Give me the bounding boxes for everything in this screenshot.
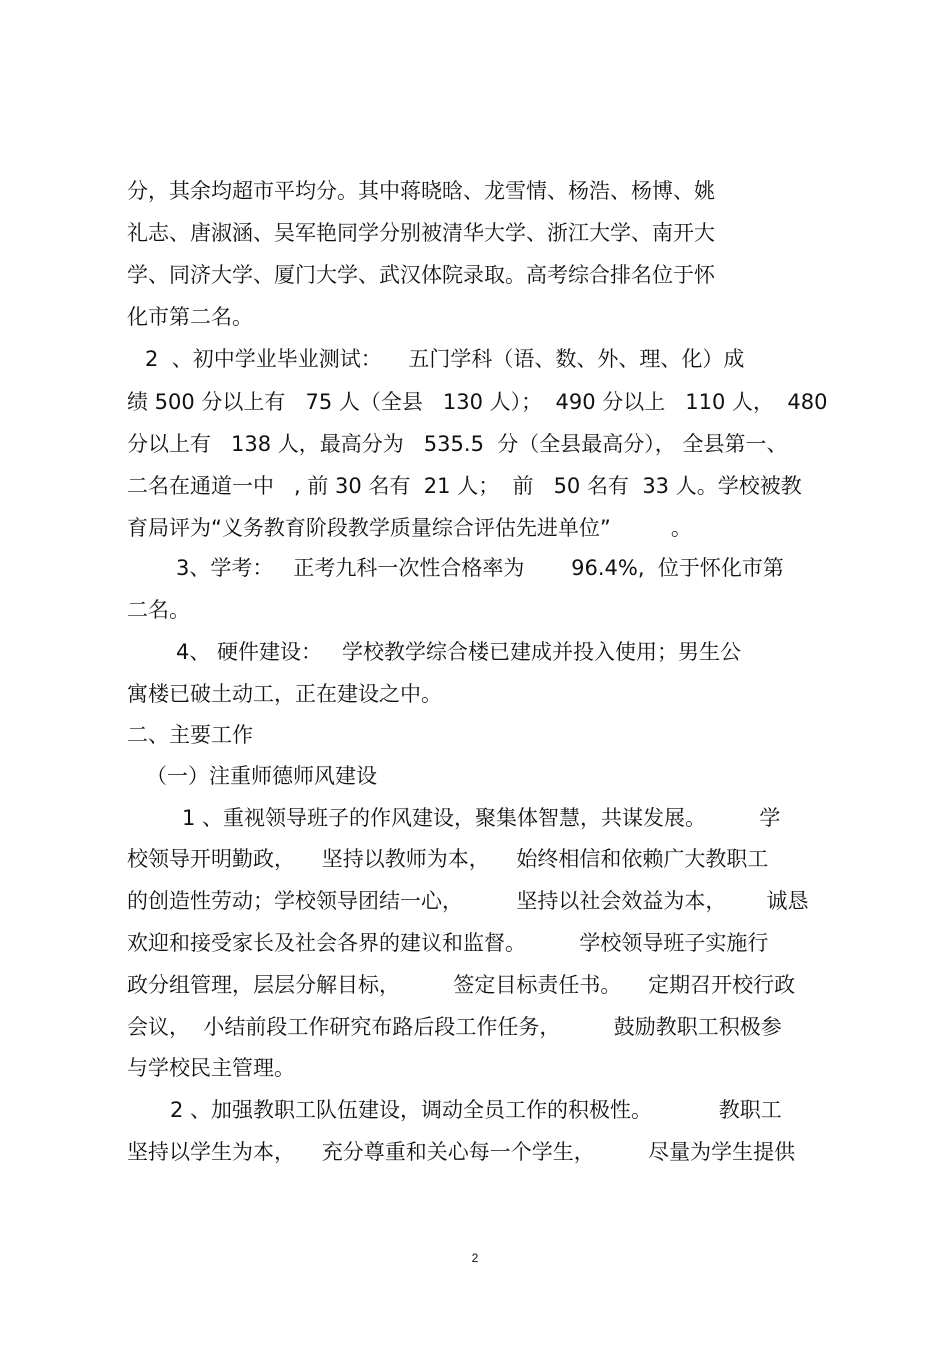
text-line: 分以上有 138 人，最高分为 535.5 分（全县最高分）， 全县第一、 xyxy=(127,432,788,456)
text-line: 2 、加强教职工队伍建设，调动全员工作的积极性。 教职工 xyxy=(170,1098,782,1122)
text-line: 寓楼已破土动工，正在建设之中。 xyxy=(127,682,442,706)
text-line: 2 、初中学业毕业测试： 五门学科（语、数、外、理、化）成 xyxy=(145,347,745,371)
text-line: 学、同济大学、厦门大学、武汉体院录取。高考综合排名位于怀 xyxy=(127,263,715,287)
text-line: 化市第二名。 xyxy=(127,305,253,329)
text-line: 的创造性劳动；学校领导团结一心， 坚持以社会效益为本， 诚恳 xyxy=(127,889,809,913)
text-line: 礼志、唐淑涵、吴军艳同学分别被清华大学、浙江大学、南开大 xyxy=(127,221,715,245)
text-line: 与学校民主管理。 xyxy=(127,1056,295,1080)
text-line: 欢迎和接受家长及社会各界的建议和监督。 学校领导班子实施行 xyxy=(127,931,769,955)
text-line: 二名在通道一中 , 前 30 名有 21 人； 前 50 名有 33 人。学校被教 xyxy=(127,474,802,498)
text-line: 校领导开明勤政， 坚持以教师为本， 始终相信和依赖广大教职工 xyxy=(127,847,769,871)
page-number: 2 xyxy=(471,1251,479,1265)
text-line: 育局评为“义务教育阶段教学质量综合评估先进单位” 。 xyxy=(127,516,692,540)
text-line: 绩 500 分以上有 75 人（全县 130 人）； 490 分以上 110 人， 480 xyxy=(127,390,828,414)
text-line: 1 、重视领导班子的作风建设，聚集体智慧，共谋发展。 学 xyxy=(182,806,781,830)
section-heading: 二、主要工作 xyxy=(127,723,253,747)
text-line: 分，其余均超市平均分。其中蒋晓晗、龙雪情、杨浩、杨博、姚 xyxy=(127,179,715,203)
text-line: 二名。 xyxy=(127,598,190,622)
text-line: 政分组管理，层层分解目标， 签定目标责任书。 定期召开校行政 xyxy=(127,973,796,997)
text-line: 4、 硬件建设： 学校教学综合楼已建成并投入使用；男生公 xyxy=(176,640,742,664)
subsection-heading: （一）注重师德师风建设 xyxy=(146,764,377,788)
text-line: 坚持以学生为本， 充分尊重和关心每一个学生， 尽量为学生提供 xyxy=(127,1140,796,1164)
text-line: 会议， 小结前段工作研究布路后段工作任务， 鼓励教职工积极参 xyxy=(127,1015,782,1039)
text-line: 3、学考： 正考九科一次性合格率为 96.4%, 位于怀化市第 xyxy=(176,556,784,580)
